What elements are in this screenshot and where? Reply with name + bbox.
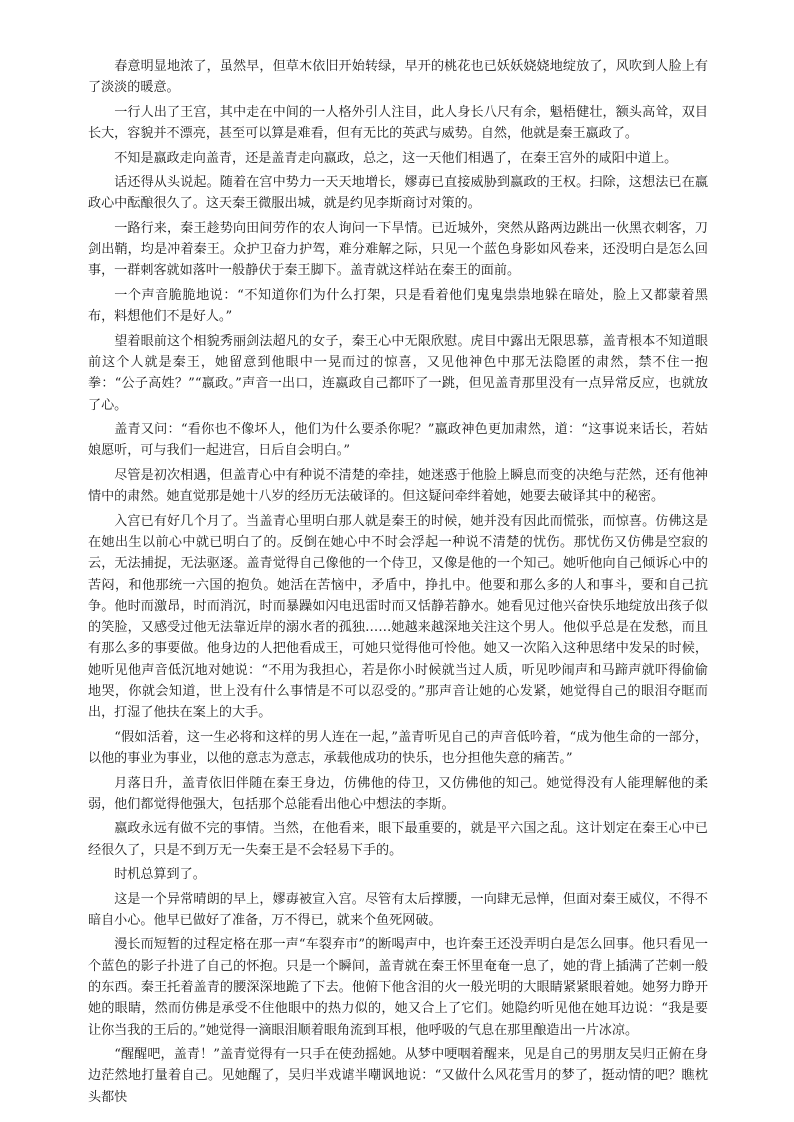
paragraph: 春意明显地浓了，虽然早，但草木依旧开始转绿，早开的桃花也已妖妖娆娆地绽放了，风吹到人脸上有了淡淡的暖意。	[88, 59, 708, 96]
story-text	[88, 56, 708, 1111]
paragraph: 一路行来，秦王趁势向田间劳作的农人询问一下旱情。已近城外，突然从路两边跳出一伙黑衣刺客，刀剑出鞘，均是冲着秦王。众护卫奋力护驾，难分难解之际，只见一个蓝色身影如风卷来，还没明白是怎么回事，一群刺客就如落叶一般静伏于秦王脚下。盖青就这样站在秦王的面前。	[88, 220, 708, 279]
paragraph: 漫长而短暂的过程定格在那一声“车裂弃市”的断喝声中，也许秦王还没弄明白是怎么回事。他只看见一个蓝色的影子扑进了自己的怀抱。只是一个瞬间，盖青就在秦王怀里奄奄一息了，她的背上插满了芒刺一般的东西。秦王托着盖青的腰深深地跪了下去。他俯下他含泪的火一般光明的大眼睛紧紧眼着她。她努力睁开她的眼睛，然而仿佛是承受不住他眼中的热力似的，她又合上了它们。她隐约听见他在她耳边说：“我是要让你当我的王后的。”她觉得一滴眼泪顺着眼角流到耳根，他呼吸的气息在那里酿造出一片冰凉。	[88, 937, 708, 1038]
paragraph: “醒醒吧，盖青！”盖青觉得有一只手在使劲摇她。从梦中哽咽着醒来，见是自己的男朋友吴归正俯在身边茫然地打量着自己。见她醒了，吴归半戏谑半嘲讽地说：“又做什么风花雪月的梦了，挺动情的吧？瞧枕头都快	[88, 1047, 708, 1105]
paragraph: 话还得从头说起。随着在宫中势力一天天地增长，嫪毐已直接威胁到嬴政的王权。扫除，这想法已在嬴政心中酝酿很久了。这天秦王微服出城，就是约见李斯商讨对策的。	[88, 175, 708, 212]
paragraph: 不知是嬴政走向盖青，还是盖青走向嬴政，总之，这一天他们相遇了，在秦王宫外的咸阳中道上。	[114, 150, 678, 166]
paragraph: 盖青又问：“看你也不像坏人，他们为什么要杀你呢？”嬴政神色更加肃然，道：“这事说来话长，若姑娘愿听，可与我们一起进宫，日后自会明白。”	[88, 422, 708, 459]
paragraph: 尽管是初次相遇，但盖青心中有种说不清楚的牵挂，她迷惑于他脸上瞬息而变的决绝与茫然，还有他神情中的肃然。她直觉那是她十八岁的经历无法破译的。但这疑问牵绊着她，她要去破译其中的秘密。	[88, 467, 708, 505]
paragraph: 一个声音脆脆地说：“不知道你们为什么打架，只是看着他们鬼鬼祟祟地躲在暗处，脸上又都蒙着黑布，料想他们不是好人。”	[88, 287, 708, 325]
paragraph: 一行人出了王宫，其中走在中间的一人格外引人注目，此人身长八尺有余，魁梧健壮，额头高耸，双目长大，容貌并不漂亮，甚至可以算是难看，但有无比的英武与威势。自然，他就是秦王嬴政了。	[88, 104, 708, 142]
paragraph: 嬴政永远有做不完的事情。当然，在他看来，眼下最重要的，就是平六国之乱。这计划定在秦王心中已经很久了，只是不到万无一失秦王是不会轻易下手的。	[88, 821, 708, 858]
paragraph: 月落日升，盖青依旧伴随在秦王身边，仿佛他的侍卫，又仿佛他的知己。她觉得没有人能理解他的柔弱，他们都觉得他强大，包括那个总能看出他心中想法的李斯。	[88, 775, 708, 812]
paragraph: 入宫已有好几个月了。当盖青心里明白那人就是秦王的时候，她并没有因此而慌张，而惊喜。仿佛这是在她出生以前心中就已明白了的。反倒在她心中不时会浮起一种说不清楚的忧伤。那忧伤又仿佛是空寂的云，无法捕捉，无法驱逐。盖青觉得自己像他的一个侍卫，又像是他的一个知己。她听他向自己倾诉心中的苦闷，和他那统一六国的抱负。她活在苦恼中，矛盾中，挣扎中。他要和那么多的人和事斗，要和自己抗争。他时而激昂，时而消沉，时而暴躁如闪电迅雷时而又恬静若静水。她看见过他兴奋快乐地绽放出孩子似的笑脸，又感受过他无法靠近岸的溺水者的孤独……她越来越深地关注这个男人。他似乎总是在发愁，而且有那么多的事要做。他身边的人把他看成王，可她只觉得他可怜他。她又一次陷入这种思绪中发呆的时候，她听见他声音低沉地对她说：“不用为我担心，若是你小时候就当过人质，听见吵闹声和马蹄声就吓得偷偷地哭，你就会知道，世上没有什么事情是不可以忍受的。”那声音让她的心发紧，她觉得自己的眼泪夺眶而出，打湿了他扶在案上的大手。	[88, 513, 708, 721]
paragraph: “假如活着，这一生必将和这样的男人连在一起，”盖青听见自己的声音低吟着，“成为他生命的一部分，以他的事业为事业，以他的意志为意志，承载他成功的快乐，也分担他失意的痛苦。”	[88, 729, 708, 767]
paragraph: 望着眼前这个相貌秀丽剑法超凡的女子，秦王心中无限欣慰。虎目中露出无限思慕，盖青根本不知道眼前这个人就是秦王，她留意到他眼中一晃而过的惊喜，又见他神色中那无法隐匿的肃然，禁不住一抱拳：“公子高姓？”“嬴政。”声音一出口，连嬴政自己都吓了一跳，但见盖青那里没有一点异常反应，也就放了心。	[88, 333, 708, 413]
paragraph: 时机总算到了。	[114, 867, 206, 883]
paragraph: 这是一个异常晴朗的早上，嫪毐被宣入宫。尽管有太后撑腰，一向肆无忌惮，但面对秦王威仪，不得不暗自小心。他早已做好了准备，万不得已，就来个鱼死网破。	[88, 891, 708, 928]
